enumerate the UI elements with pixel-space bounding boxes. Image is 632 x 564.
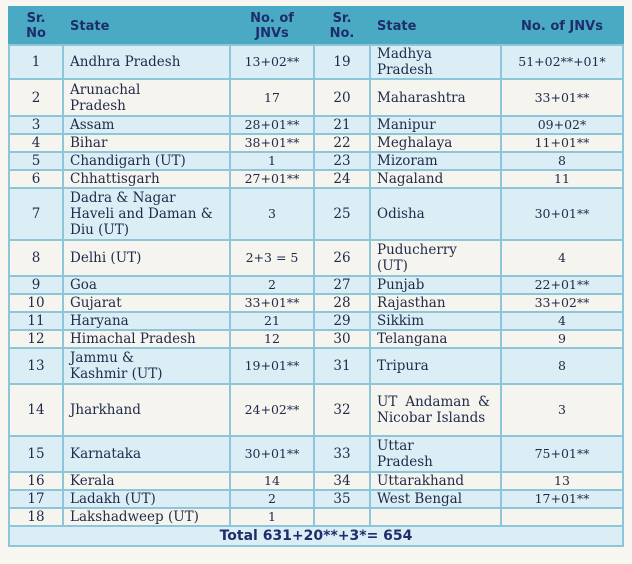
header-sr-no-right: Sr. No. bbox=[314, 7, 370, 45]
jnv-count: 8 bbox=[501, 152, 623, 170]
sr-no: 5 bbox=[9, 152, 63, 170]
sr-no: 11 bbox=[9, 312, 63, 330]
jnv-count: 14 bbox=[230, 472, 314, 490]
jnv-count: 33+01** bbox=[501, 79, 623, 116]
state-name: Himachal Pradesh bbox=[63, 330, 230, 348]
table-row bbox=[9, 330, 623, 348]
jnv-count: 17 bbox=[230, 79, 314, 116]
sr-no: 27 bbox=[314, 276, 370, 294]
sr-no: 8 bbox=[9, 240, 63, 276]
state-name: Puducherry (UT) bbox=[370, 240, 501, 276]
sr-no: 7 bbox=[9, 188, 63, 240]
jnv-count: 24+02** bbox=[230, 384, 314, 436]
state-name: Maharashtra bbox=[370, 79, 501, 116]
header-sr-no-left: Sr. No bbox=[9, 7, 63, 45]
state-name: Mizoram bbox=[370, 152, 501, 170]
header-state-left: State bbox=[63, 7, 230, 45]
sr-no: 18 bbox=[9, 508, 63, 526]
header-jnv-count-left: No. of JNVs bbox=[230, 7, 314, 45]
sr-no: 10 bbox=[9, 294, 63, 312]
state-name bbox=[370, 508, 501, 526]
state-name: Chhattisgarh bbox=[63, 170, 230, 188]
jnv-count: 12 bbox=[230, 330, 314, 348]
state-name: Chandigarh (UT) bbox=[63, 152, 230, 170]
jnv-count: 33+02** bbox=[501, 294, 623, 312]
state-name: UT Andaman & Nicobar Islands bbox=[370, 384, 501, 436]
table-row bbox=[9, 436, 623, 472]
jnv-count bbox=[501, 508, 623, 526]
jnv-count: 17+01** bbox=[501, 490, 623, 508]
jnv-count: 28+01** bbox=[230, 116, 314, 134]
header-jnv-count-right: No. of JNVs bbox=[501, 7, 623, 45]
jnv-count: 21 bbox=[230, 312, 314, 330]
sr-no: 12 bbox=[9, 330, 63, 348]
table-body bbox=[9, 45, 623, 546]
sr-no: 24 bbox=[314, 170, 370, 188]
sr-no: 3 bbox=[9, 116, 63, 134]
jnv-count: 4 bbox=[501, 312, 623, 330]
header-row bbox=[9, 7, 623, 45]
table-row bbox=[9, 79, 623, 116]
sr-no: 34 bbox=[314, 472, 370, 490]
jnv-count: 11 bbox=[501, 170, 623, 188]
jnv-count: 1 bbox=[230, 508, 314, 526]
table-row bbox=[9, 490, 623, 508]
sr-no: 30 bbox=[314, 330, 370, 348]
table-row bbox=[9, 188, 623, 240]
state-name: Ladakh (UT) bbox=[63, 490, 230, 508]
sr-no: 33 bbox=[314, 436, 370, 472]
state-name: Gujarat bbox=[63, 294, 230, 312]
sr-no: 9 bbox=[9, 276, 63, 294]
state-name: Nagaland bbox=[370, 170, 501, 188]
state-name: Assam bbox=[63, 116, 230, 134]
state-name: Odisha bbox=[370, 188, 501, 240]
state-name: Meghalaya bbox=[370, 134, 501, 152]
sr-no: 20 bbox=[314, 79, 370, 116]
state-name: Kerala bbox=[63, 472, 230, 490]
jnv-count: 2 bbox=[230, 490, 314, 508]
table-row bbox=[9, 134, 623, 152]
jnv-count: 27+01** bbox=[230, 170, 314, 188]
jnv-count: 75+01** bbox=[501, 436, 623, 472]
table-row bbox=[9, 312, 623, 330]
sr-no: 1 bbox=[9, 45, 63, 79]
state-name: Arunachal Pradesh bbox=[63, 79, 230, 116]
jnv-count: 51+02**+01* bbox=[501, 45, 623, 79]
jnv-count: 30+01** bbox=[501, 188, 623, 240]
sr-no: 16 bbox=[9, 472, 63, 490]
jnv-count: 13+02** bbox=[230, 45, 314, 79]
jnv-count: 3 bbox=[501, 384, 623, 436]
state-name: Andhra Pradesh bbox=[63, 45, 230, 79]
state-name: Uttar Pradesh bbox=[370, 436, 501, 472]
header-state-right: State bbox=[370, 7, 501, 45]
sr-no bbox=[314, 508, 370, 526]
jnv-count: 33+01** bbox=[230, 294, 314, 312]
state-name: Dadra & Nagar Haveli and Daman & Diu (UT) bbox=[63, 188, 230, 240]
sr-no: 4 bbox=[9, 134, 63, 152]
state-name: Manipur bbox=[370, 116, 501, 134]
jnv-count: 2 bbox=[230, 276, 314, 294]
table-row bbox=[9, 276, 623, 294]
sr-no: 35 bbox=[314, 490, 370, 508]
sr-no: 17 bbox=[9, 490, 63, 508]
sr-no: 13 bbox=[9, 348, 63, 384]
sr-no: 25 bbox=[314, 188, 370, 240]
sr-no: 32 bbox=[314, 384, 370, 436]
table-row bbox=[9, 116, 623, 134]
state-name: Bihar bbox=[63, 134, 230, 152]
state-name: Goa bbox=[63, 276, 230, 294]
jnv-statewise-table bbox=[8, 6, 624, 547]
state-name: Delhi (UT) bbox=[63, 240, 230, 276]
jnv-count: 38+01** bbox=[230, 134, 314, 152]
state-name: Punjab bbox=[370, 276, 501, 294]
state-name: Sikkim bbox=[370, 312, 501, 330]
table-row bbox=[9, 240, 623, 276]
state-name: Jharkhand bbox=[63, 384, 230, 436]
jnv-count: 22+01** bbox=[501, 276, 623, 294]
state-name: Lakshadweep (UT) bbox=[63, 508, 230, 526]
table-row bbox=[9, 294, 623, 312]
sr-no: 14 bbox=[9, 384, 63, 436]
table-row bbox=[9, 472, 623, 490]
state-name: Tripura bbox=[370, 348, 501, 384]
sr-no: 26 bbox=[314, 240, 370, 276]
sr-no: 31 bbox=[314, 348, 370, 384]
jnv-count: 11+01** bbox=[501, 134, 623, 152]
jnv-count: 3 bbox=[230, 188, 314, 240]
jnv-count: 2+3 = 5 bbox=[230, 240, 314, 276]
table-row bbox=[9, 152, 623, 170]
table-row bbox=[9, 170, 623, 188]
jnv-count: 30+01** bbox=[230, 436, 314, 472]
jnv-count: 8 bbox=[501, 348, 623, 384]
state-name: Jammu & Kashmir (UT) bbox=[63, 348, 230, 384]
state-name: Telangana bbox=[370, 330, 501, 348]
jnv-count: 9 bbox=[501, 330, 623, 348]
table-row bbox=[9, 384, 623, 436]
jnv-count: 1 bbox=[230, 152, 314, 170]
state-name: Karnataka bbox=[63, 436, 230, 472]
jnv-count: 19+01** bbox=[230, 348, 314, 384]
total-row bbox=[9, 526, 623, 546]
jnv-count: 4 bbox=[501, 240, 623, 276]
sr-no: 23 bbox=[314, 152, 370, 170]
sr-no: 6 bbox=[9, 170, 63, 188]
state-name: Madhya Pradesh bbox=[370, 45, 501, 79]
table-row bbox=[9, 508, 623, 526]
state-name: Uttarakhand bbox=[370, 472, 501, 490]
table-row bbox=[9, 45, 623, 79]
state-name: West Bengal bbox=[370, 490, 501, 508]
sr-no: 28 bbox=[314, 294, 370, 312]
sr-no: 15 bbox=[9, 436, 63, 472]
sr-no: 2 bbox=[9, 79, 63, 116]
table-row bbox=[9, 348, 623, 384]
sr-no: 21 bbox=[314, 116, 370, 134]
sr-no: 29 bbox=[314, 312, 370, 330]
jnv-count: 09+02* bbox=[501, 116, 623, 134]
total-summary: Total 631+20**+3*= 654 bbox=[9, 526, 623, 546]
state-name: Haryana bbox=[63, 312, 230, 330]
jnv-count: 13 bbox=[501, 472, 623, 490]
sr-no: 19 bbox=[314, 45, 370, 79]
sr-no: 22 bbox=[314, 134, 370, 152]
state-name: Rajasthan bbox=[370, 294, 501, 312]
